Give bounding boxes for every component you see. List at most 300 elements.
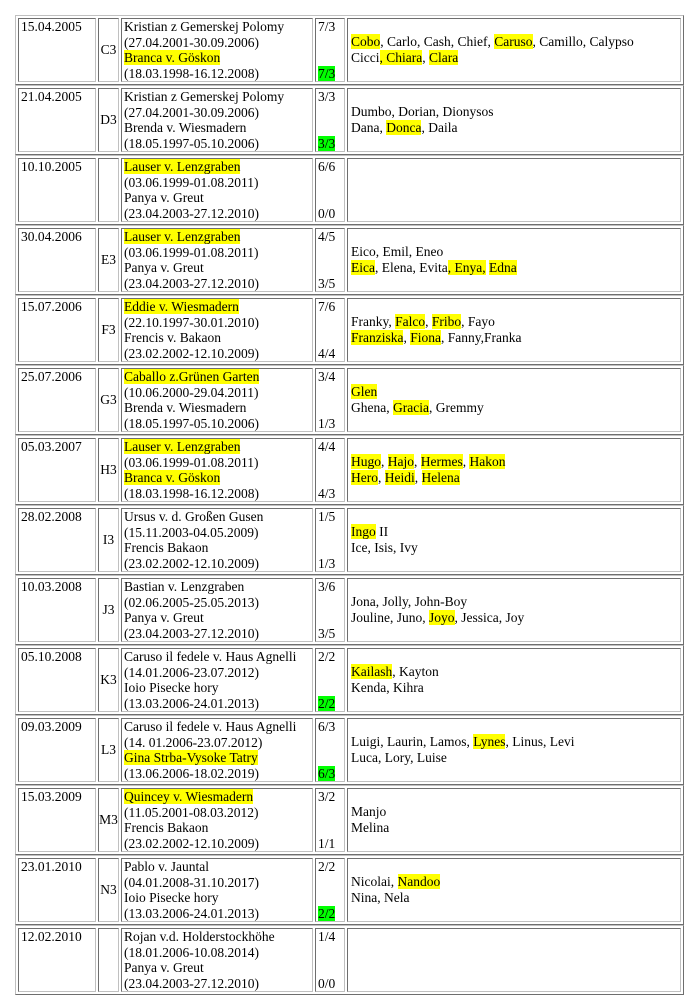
ratio-top-value: 3/2: [318, 789, 336, 804]
parent-text: Kristian z Gemerskej Polomy: [124, 19, 285, 34]
name-highlight: Hugo: [351, 454, 381, 469]
ratio-top: [318, 789, 335, 804]
name-text: Luigi, Laurin, Lamos,: [351, 734, 474, 749]
ratio-bottom-value: 3/5: [318, 276, 336, 291]
ratio-cell: [315, 508, 345, 572]
ratio-top-value: 6/3: [318, 719, 336, 734]
male-names-line: [348, 454, 680, 470]
ratio-top-value: 7/3: [318, 19, 336, 34]
puppy-names-cell: [347, 718, 681, 782]
name-text: , Jessica, Joy: [454, 610, 525, 625]
ratio-cell: [315, 88, 345, 152]
litter-code-cell: [98, 788, 119, 852]
parent-text: (13.03.2006-24.01.2013): [124, 905, 259, 921]
name-text: Luca, Lory, Luise: [351, 750, 447, 765]
parent-name-line: [122, 929, 312, 945]
name-highlight: Cobo: [351, 34, 381, 49]
ratio-top-value: 3/3: [318, 89, 336, 104]
puppy-names-cell: [347, 648, 681, 712]
name-highlight: Fiona: [410, 330, 441, 345]
litter-date: 21.04.2005: [21, 89, 82, 104]
ratio-top: [318, 929, 335, 944]
litter-date-cell: [18, 578, 96, 642]
parent-name-line: [122, 120, 312, 136]
parent-text: (18.03.1998-16.12.2008): [124, 485, 259, 501]
parent-text: Panya v. Greut: [124, 190, 204, 205]
ratio-stack: [316, 719, 344, 781]
ratio-top-value: 1/5: [318, 509, 336, 524]
ratio-bottom-value: 2/2: [318, 906, 336, 921]
parent-dates-line: [122, 556, 312, 572]
puppy-names-cell: [347, 368, 681, 432]
litter-code-cell: [98, 298, 119, 362]
litter-code-cell: [98, 858, 119, 922]
ratio-bottom-value: 1/1: [318, 836, 336, 851]
parents-cell: [121, 368, 313, 432]
ratio-bottom: [318, 836, 335, 851]
parent-name-line: [122, 890, 312, 906]
name-highlight: Nandoo: [397, 874, 441, 889]
name-text: Ice, Isis, Ivy: [351, 540, 418, 555]
litter-code: I3: [102, 532, 115, 547]
parent-name-line: [122, 260, 312, 276]
parent-text: Frencis Bakaon: [124, 540, 209, 555]
male-names-line: [348, 104, 680, 120]
ratio-stack: [316, 859, 344, 921]
name-text: Nina, Nela: [351, 890, 410, 905]
litter-row: [15, 155, 684, 225]
parent-text: (23.04.2003-27.12.2010): [124, 275, 259, 291]
ratio-cell: [315, 368, 345, 432]
parent-dates-line: [122, 276, 312, 292]
litter-date-cell: [18, 298, 96, 362]
parent-text: Pablo v. Jauntal: [124, 859, 209, 874]
parent-text: Brenda v. Wiesmadern: [124, 120, 247, 135]
litter-row: [15, 295, 684, 365]
name-highlight: Kailash: [351, 664, 393, 679]
female-names-line: [348, 260, 680, 276]
ratio-top-value: 2/2: [318, 859, 336, 874]
ratio-bottom: [318, 696, 335, 711]
name-highlight: Glen: [351, 384, 378, 399]
name-highlight: Heidi: [384, 470, 415, 485]
litter-row: [15, 85, 684, 155]
litter-date-cell: [18, 18, 96, 82]
name-highlight: Joyo: [429, 610, 455, 625]
ratio-cell: [315, 788, 345, 852]
parents-cell: [121, 158, 313, 222]
parent-name-line: [122, 229, 312, 245]
female-names-line: [348, 120, 680, 136]
parent-name-highlight: Branca v. Göskon: [124, 50, 221, 65]
parent-dates-line: [122, 805, 312, 821]
litter-date-cell: [18, 648, 96, 712]
name-text: ,: [422, 50, 429, 65]
parent-text: Kristian z Gemerskej Polomy: [124, 89, 285, 104]
ratio-stack: [316, 229, 344, 291]
ratio-bottom: [318, 976, 335, 991]
litter-row: [15, 15, 684, 85]
ratio-top: [318, 509, 335, 524]
name-text: Dana,: [351, 120, 387, 135]
name-text: ,: [414, 454, 421, 469]
litter-date: 15.07.2006: [21, 299, 82, 314]
parent-dates-line: [122, 346, 312, 362]
ratio-bottom-value: 7/3: [318, 66, 336, 81]
parent-text: (02.06.2005-25.05.2013): [124, 594, 259, 610]
parent-dates-line: [122, 766, 312, 782]
ratio-top-value: 4/5: [318, 229, 336, 244]
parent-name-line: [122, 960, 312, 976]
parent-name-line: [122, 330, 312, 346]
name-text: , Kayton: [392, 664, 439, 679]
ratio-top-value: 6/6: [318, 159, 336, 174]
litter-date-cell: [18, 228, 96, 292]
parent-name-highlight: Quincey v. Wiesmadern: [124, 789, 254, 804]
litter-code-cell: [98, 438, 119, 502]
ratio-stack: [316, 159, 344, 221]
ratio-stack: [316, 369, 344, 431]
parent-dates-line: [122, 105, 312, 121]
parent-dates-line: [122, 315, 312, 331]
ratio-top-value: 3/6: [318, 579, 336, 594]
parent-name-line: [122, 680, 312, 696]
ratio-bottom-value: 3/5: [318, 626, 336, 641]
litter-date: 05.10.2008: [21, 649, 82, 664]
ratio-top: [318, 229, 335, 244]
name-text: Jona, Jolly, John-Boy: [351, 594, 468, 609]
ratio-bottom-value: 0/0: [318, 206, 336, 221]
name-text: , Linus, Levi: [505, 734, 575, 749]
parent-text: Ioio Pisecke hory: [124, 680, 219, 695]
ratio-top: [318, 299, 335, 314]
ratio-top-value: 7/6: [318, 299, 336, 314]
ratio-top: [318, 649, 335, 664]
litter-date: 25.07.2006: [21, 369, 82, 384]
puppy-names-cell: [347, 438, 681, 502]
litter-row: [15, 715, 684, 785]
ratio-top-value: 2/2: [318, 649, 336, 664]
parent-dates-line: [122, 595, 312, 611]
name-highlight: Donca: [386, 120, 422, 135]
name-highlight: Ingo: [351, 524, 376, 539]
ratio-stack: [316, 299, 344, 361]
ratio-stack: [316, 509, 344, 571]
litter-code: N3: [100, 882, 117, 897]
ratio-stack: [316, 789, 344, 851]
litter-code: D3: [100, 112, 117, 127]
female-names-line: [348, 470, 680, 486]
parent-text: (22.10.1997-30.01.2010): [124, 314, 259, 330]
parents-cell: [121, 18, 313, 82]
litter-date-cell: [18, 158, 96, 222]
male-names-line: [348, 244, 680, 260]
litter-date: 30.04.2006: [21, 229, 82, 244]
parent-text: Caruso il fedele v. Haus Agnelli: [124, 719, 297, 734]
litter-date-cell: [18, 88, 96, 152]
ratio-cell: [315, 718, 345, 782]
litter-row: [15, 365, 684, 435]
name-highlight: Fribo: [431, 314, 462, 329]
litter-code-cell: [98, 368, 119, 432]
name-text: ,: [462, 454, 470, 469]
female-names-line: [348, 610, 680, 626]
parent-name-line: [122, 190, 312, 206]
name-highlight: , Chiara: [379, 50, 423, 65]
litter-date-cell: [18, 928, 96, 992]
ratio-top: [318, 579, 335, 594]
parents-cell: [121, 88, 313, 152]
litter-date: 12.02.2010: [21, 929, 82, 944]
parents-cell: [121, 298, 313, 362]
parent-text: (03.06.1999-01.08.2011): [124, 174, 259, 190]
parent-text: (23.04.2003-27.12.2010): [124, 205, 259, 221]
litter-row: [15, 645, 684, 715]
male-names-line: [348, 384, 680, 400]
ratio-top: [318, 89, 335, 104]
parents-cell: [121, 648, 313, 712]
litter-code-cell: [98, 648, 119, 712]
litter-code-cell: [98, 508, 119, 572]
parent-text: Ioio Pisecke hory: [124, 890, 219, 905]
ratio-bottom-value: 6/3: [318, 766, 336, 781]
litter-code: H3: [100, 462, 117, 477]
ratio-cell: [315, 578, 345, 642]
parent-dates-line: [122, 486, 312, 502]
parent-name-line: [122, 400, 312, 416]
litter-code: M3: [99, 812, 118, 827]
ratio-bottom: [318, 486, 335, 501]
ratio-cell: [315, 158, 345, 222]
parent-dates-line: [122, 385, 312, 401]
parents-cell: [121, 928, 313, 992]
litter-date-cell: [18, 508, 96, 572]
parent-name-line: [122, 540, 312, 556]
parents-cell: [121, 228, 313, 292]
litter-code: C3: [100, 42, 117, 57]
parent-dates-line: [122, 206, 312, 222]
ratio-bottom: [318, 416, 335, 431]
parent-text: (14. 01.2006-23.07.2012): [124, 734, 263, 750]
name-text: , Fayo: [461, 314, 495, 329]
name-text: , Elena, Evita: [374, 260, 448, 275]
male-names-line: [348, 594, 680, 610]
ratio-bottom: [318, 766, 335, 781]
parent-text: (03.06.1999-01.08.2011): [124, 244, 259, 260]
name-text: Nicolai,: [351, 874, 398, 889]
male-names-line: [348, 804, 680, 820]
name-text: ,: [425, 314, 432, 329]
ratio-bottom-value: 2/2: [318, 696, 336, 711]
litter-row: [15, 505, 684, 575]
female-names-line: [348, 540, 680, 556]
litter-date: 23.01.2010: [21, 859, 82, 874]
litter-code: K3: [100, 672, 117, 687]
puppy-names-cell: [347, 18, 681, 82]
ratio-bottom-value: 0/0: [318, 976, 336, 991]
parent-name-line: [122, 50, 312, 66]
parent-text: (23.02.2002-12.10.2009): [124, 555, 259, 571]
ratio-bottom-value: 1/3: [318, 416, 336, 431]
parent-text: (04.01.2008-31.10.2017): [124, 874, 259, 890]
parent-name-highlight: Eddie v. Wiesmadern: [124, 299, 239, 314]
parent-text: Frencis Bakaon: [124, 820, 209, 835]
ratio-top: [318, 159, 335, 174]
parents-cell: [121, 438, 313, 502]
ratio-bottom-value: 1/3: [318, 556, 336, 571]
litter-code-cell: [98, 578, 119, 642]
litter-date-cell: [18, 368, 96, 432]
parent-dates-line: [122, 66, 312, 82]
litter-date: 15.03.2009: [21, 789, 82, 804]
parent-dates-line: [122, 906, 312, 922]
ratio-stack: [316, 439, 344, 501]
parent-text: Brenda v. Wiesmadern: [124, 400, 247, 415]
ratio-bottom: [318, 136, 335, 151]
puppy-names-cell: [347, 508, 681, 572]
parent-text: Caruso il fedele v. Haus Agnelli: [124, 649, 297, 664]
parent-text: Panya v. Greut: [124, 960, 204, 975]
parent-name-line: [122, 19, 312, 35]
puppy-names-cell: [347, 578, 681, 642]
ratio-cell: [315, 928, 345, 992]
litter-date-cell: [18, 788, 96, 852]
name-text: , Camillo, Calypso: [532, 34, 634, 49]
parent-dates-line: [122, 945, 312, 961]
parent-name-highlight: Caballo z.Grünen Garten: [124, 369, 260, 384]
parent-dates-line: [122, 875, 312, 891]
puppy-names-cell: [347, 298, 681, 362]
parent-name-line: [122, 649, 312, 665]
litter-row: [15, 575, 684, 645]
name-highlight: Edna: [488, 260, 517, 275]
ratio-bottom: [318, 626, 335, 641]
parent-text: (18.05.1997-05.10.2006): [124, 415, 259, 431]
ratio-bottom-value: 4/4: [318, 346, 336, 361]
ratio-top: [318, 369, 335, 384]
parent-text: (13.03.2006-24.01.2013): [124, 695, 259, 711]
litter-date-cell: [18, 438, 96, 502]
parent-name-line: [122, 789, 312, 805]
litter-code-cell: [98, 228, 119, 292]
parent-name-line: [122, 610, 312, 626]
parent-text: (23.02.2002-12.10.2009): [124, 345, 259, 361]
parent-name-line: [122, 719, 312, 735]
litter-row: [15, 855, 684, 925]
parents-cell: [121, 858, 313, 922]
name-highlight: , Enya,: [447, 260, 486, 275]
ratio-bottom: [318, 556, 335, 571]
parent-name-highlight: Branca v. Göskon: [124, 470, 221, 485]
litter-row: [15, 785, 684, 855]
male-names-line: [348, 524, 680, 540]
litter-date: 09.03.2009: [21, 719, 82, 734]
name-text: Cicci: [351, 50, 380, 65]
name-text: ,: [381, 454, 388, 469]
parent-dates-line: [122, 696, 312, 712]
parent-text: (11.05.2001-08.03.2012): [124, 804, 259, 820]
parent-name-line: [122, 579, 312, 595]
name-highlight: Hajo: [387, 454, 414, 469]
name-text: Ghena,: [351, 400, 393, 415]
parents-cell: [121, 508, 313, 572]
parent-name-highlight: Lauser v. Lenzgraben: [124, 229, 241, 244]
parent-name-line: [122, 369, 312, 385]
ratio-cell: [315, 228, 345, 292]
parent-text: (15.11.2003-04.05.2009): [124, 524, 259, 540]
parent-name-line: [122, 859, 312, 875]
parent-text: Panya v. Greut: [124, 610, 204, 625]
litter-row: [15, 435, 684, 505]
parent-text: (18.01.2006-10.08.2014): [124, 944, 259, 960]
litter-code-cell: [98, 718, 119, 782]
litter-code: F3: [101, 322, 116, 337]
female-names-line: [348, 50, 680, 66]
parent-text: (03.06.1999-01.08.2011): [124, 454, 259, 470]
parent-text: Rojan v.d. Holderstockhöhe: [124, 929, 275, 944]
ratio-top-value: 1/4: [318, 929, 336, 944]
ratio-top-value: 3/4: [318, 369, 336, 384]
ratio-bottom: [318, 276, 335, 291]
male-names-line: [348, 34, 680, 50]
ratio-top: [318, 19, 335, 34]
parent-name-line: [122, 509, 312, 525]
litter-code: L3: [101, 742, 116, 757]
female-names-line: [348, 820, 680, 836]
ratio-stack: [316, 19, 344, 81]
name-highlight: Gracia: [392, 400, 429, 415]
puppy-names-cell: [347, 228, 681, 292]
name-text: , Fanny,Franka: [441, 330, 522, 345]
name-text: Jouline, Juno,: [351, 610, 430, 625]
parent-name-line: [122, 470, 312, 486]
ratio-stack: [316, 929, 344, 991]
litter-code-cell: [98, 18, 119, 82]
ratio-top: [318, 719, 335, 734]
ratio-cell: [315, 858, 345, 922]
name-highlight: Hakon: [469, 454, 506, 469]
parent-text: (23.02.2002-12.10.2009): [124, 835, 259, 851]
parents-cell: [121, 788, 313, 852]
name-text: Franky,: [351, 314, 396, 329]
name-text: ,: [403, 330, 411, 345]
female-names-line: [348, 330, 680, 346]
ratio-top: [318, 439, 335, 454]
parent-dates-line: [122, 735, 312, 751]
name-text: , Carlo, Cash, Chief,: [380, 34, 495, 49]
parent-text: (18.03.1998-16.12.2008): [124, 65, 259, 81]
name-text: Manjo: [351, 804, 387, 819]
name-text: Eico, Emil, Eneo: [351, 244, 444, 259]
parents-cell: [121, 718, 313, 782]
name-text: Dumbo, Dorian, Dionysos: [351, 104, 494, 119]
ratio-bottom-value: 4/3: [318, 486, 336, 501]
litter-date: 15.04.2005: [21, 19, 82, 34]
parent-text: (23.04.2003-27.12.2010): [124, 625, 259, 641]
name-highlight: Falco: [395, 314, 426, 329]
female-names-line: [348, 890, 680, 906]
ratio-top-value: 4/4: [318, 439, 336, 454]
name-text: ,: [378, 470, 385, 485]
male-names-line: [348, 314, 680, 330]
parent-name-line: [122, 820, 312, 836]
name-highlight: Clara: [429, 50, 459, 65]
puppy-names-cell: [347, 858, 681, 922]
parent-text: (18.05.1997-05.10.2006): [124, 135, 259, 151]
name-text: Melina: [351, 820, 390, 835]
litter-code-cell: [98, 158, 119, 222]
litter-code: E3: [101, 252, 116, 267]
